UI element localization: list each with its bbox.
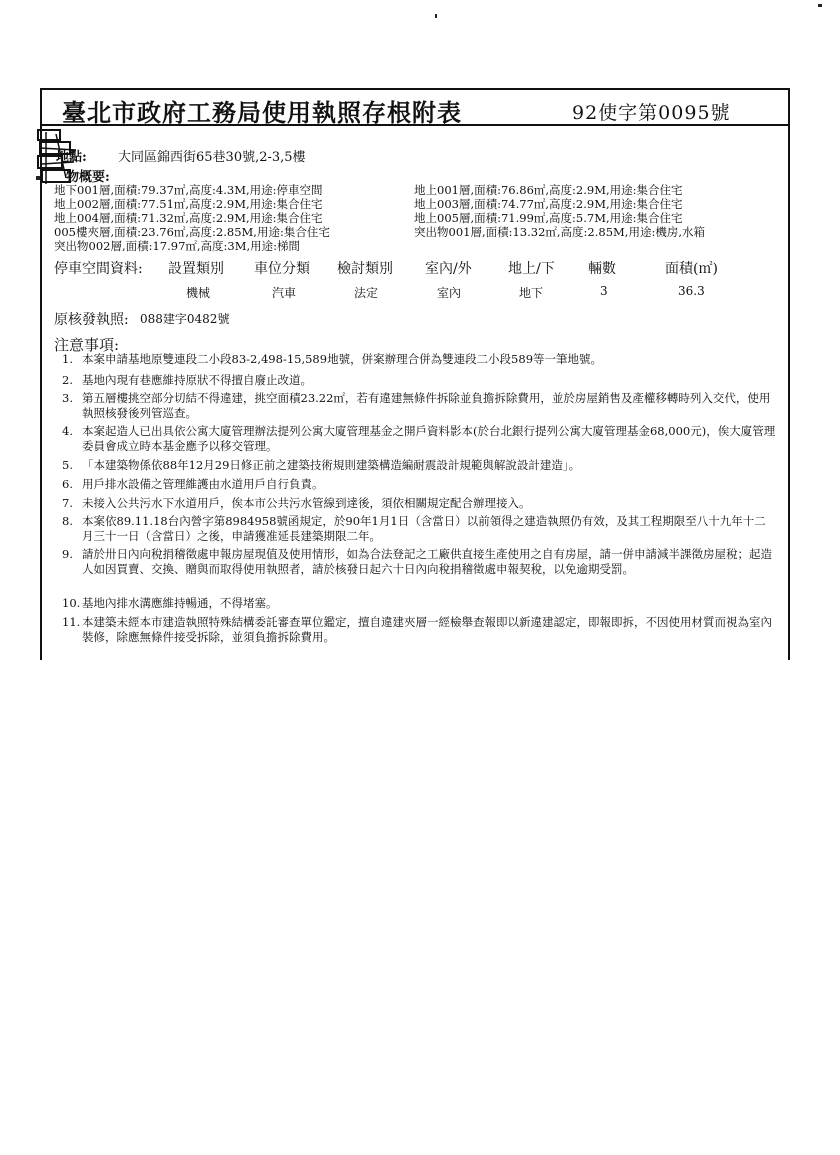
parking-col-header: 檢討類別 <box>337 261 393 277</box>
parking-col-header: 車位分類 <box>254 261 310 277</box>
address-label: 地點: <box>56 150 87 165</box>
scan-speck <box>818 4 822 7</box>
note-number: 4. <box>62 424 73 438</box>
note-number: 2. <box>62 373 73 387</box>
note-number: 3. <box>62 391 73 405</box>
floor-item: 地上004層,面積:71.32㎡,高度:2.9M,用途:集合住宅 <box>54 211 323 225</box>
parking-label: 停車空間資料: <box>54 261 143 277</box>
note-text: 基地內排水溝應維持暢通，不得堵塞。 <box>82 596 278 610</box>
note-text: 本案起造人已出具依公寓大廈管理辦法提列公寓大廈管理基金之開戶資料影本(於台北銀行提列公寓大廈管理基金68,000元)，俟大廈管理委員會成立時本基金應予以移交管理。 <box>82 424 776 453</box>
floor-item: 地上003層,面積:74.77㎡,高度:2.9M,用途:集合住宅 <box>414 197 683 211</box>
parking-cell: 機械 <box>186 286 211 300</box>
notes-title: 注意事項: <box>54 336 120 354</box>
note-number: 5. <box>62 458 73 472</box>
note-number: 6. <box>62 477 73 491</box>
parking-cell: 室內 <box>437 286 462 300</box>
note-number: 9. <box>62 547 73 561</box>
address-value: 大同區錦西街65巷30號,2-3,5樓 <box>118 150 306 165</box>
parking-cell: 法定 <box>354 286 379 300</box>
note-text: 本案依89.11.18台內營字第8984958號函規定，於90年1月1日（含當日）以前領得之建造執照仍有效，及其工程期限至八十九年十二月三十一日（含當日）之後，申請獲准延長建築期限二年。 <box>82 514 766 543</box>
floor-item: 突出物001層,面積:13.32㎡,高度:2.85M,用途:機房,水箱 <box>414 225 705 239</box>
note-number: 11. <box>62 615 81 629</box>
parking-cell: 汽車 <box>272 286 297 300</box>
note-text: 用戶排水設備之管理維護由水道用戶自行負責。 <box>82 477 324 491</box>
note-text: 未接入公共污水下水道用戶，俟本市公共污水管線到達後，須依相關規定配合辦理接入。 <box>82 496 531 510</box>
note-number: 10. <box>62 596 81 610</box>
floor-item: 地上005層,面積:71.99㎡,高度:5.7M,用途:集合住宅 <box>414 211 683 225</box>
note-text: 第五層樓挑空部分切結不得違建，挑空面積23.22㎡，若有違建無條件拆除並負擔拆除費用，並於房屋銷售及產權移轉時列入交代，使用執照核發後列管巡查。 <box>82 391 771 420</box>
parking-col-header: 輛數 <box>588 261 616 277</box>
note-number: 7. <box>62 496 73 510</box>
original-permit-label: 原核發執照: <box>54 312 129 328</box>
parking-col-header: 室內/外 <box>425 261 472 277</box>
note-number: 1. <box>62 352 73 366</box>
floor-item: 地下001層,面積:79.37㎡,高度:4.3M,用途:停車空間 <box>54 183 323 197</box>
parking-cell: 3 <box>600 284 608 298</box>
floor-item: 突出物002層,面積:17.97㎡,高度:3M,用途:梯間 <box>54 239 301 253</box>
parking-col-header: 設置類別 <box>168 261 224 277</box>
floor-item: 地上001層,面積:76.86㎡,高度:2.9M,用途:集合住宅 <box>414 183 683 197</box>
parking-col-header: 地上/下 <box>508 261 555 277</box>
note-text: 本案申請基地原雙連段二小段83-2,498-15,589地號，併案辦理合併為雙連段二小段589等一筆地號。 <box>82 352 603 366</box>
parking-cell: 36.3 <box>678 284 705 298</box>
original-permit-value: 088建字0482號 <box>140 312 230 326</box>
scan-speck <box>435 14 437 18</box>
note-text: 基地內現有巷應維持原狀不得擅自廢止改道。 <box>82 373 312 387</box>
page-title: 臺北市政府工務局使用執照存根附表 <box>62 98 462 127</box>
note-text: 本建築未經本市建造執照特殊結構委託審查單位鑑定，擅自違建夾層一經檢舉查報即以新違建認定，即報即拆，不因使用材質而視為室內裝修，除應無條件接受拆除，並須負擔拆除費用。 <box>82 615 772 644</box>
building-summary-title: 物概要: <box>66 170 110 185</box>
note-text: 請於卅日內向稅捐稽徵處申報房屋現值及使用情形，如為合法登記之工廠供直接生產使用之自有房屋，請一併申請減半課徵房屋稅；起造人如因買賣、交換、贈與而取得使用執照者，請於核發日起六十日內向稅捐稽徵處申報契稅，以免逾期受罰。 <box>82 547 772 576</box>
parking-col-header: 面積(㎡) <box>665 261 718 277</box>
permit-number: 92使字第0095號 <box>572 102 731 124</box>
note-number: 8. <box>62 514 73 528</box>
floor-item: 005樓夾層,面積:23.76㎡,高度:2.85M,用途:集合住宅 <box>54 225 330 239</box>
note-text: 「本建築物係依88年12月29日修正前之建築技術規則建築構造編耐震設計規範與解說設計建造」。 <box>82 458 581 472</box>
floor-item: 地上002層,面積:77.51㎡,高度:2.9M,用途:集合住宅 <box>54 197 323 211</box>
parking-cell: 地下 <box>519 286 544 300</box>
